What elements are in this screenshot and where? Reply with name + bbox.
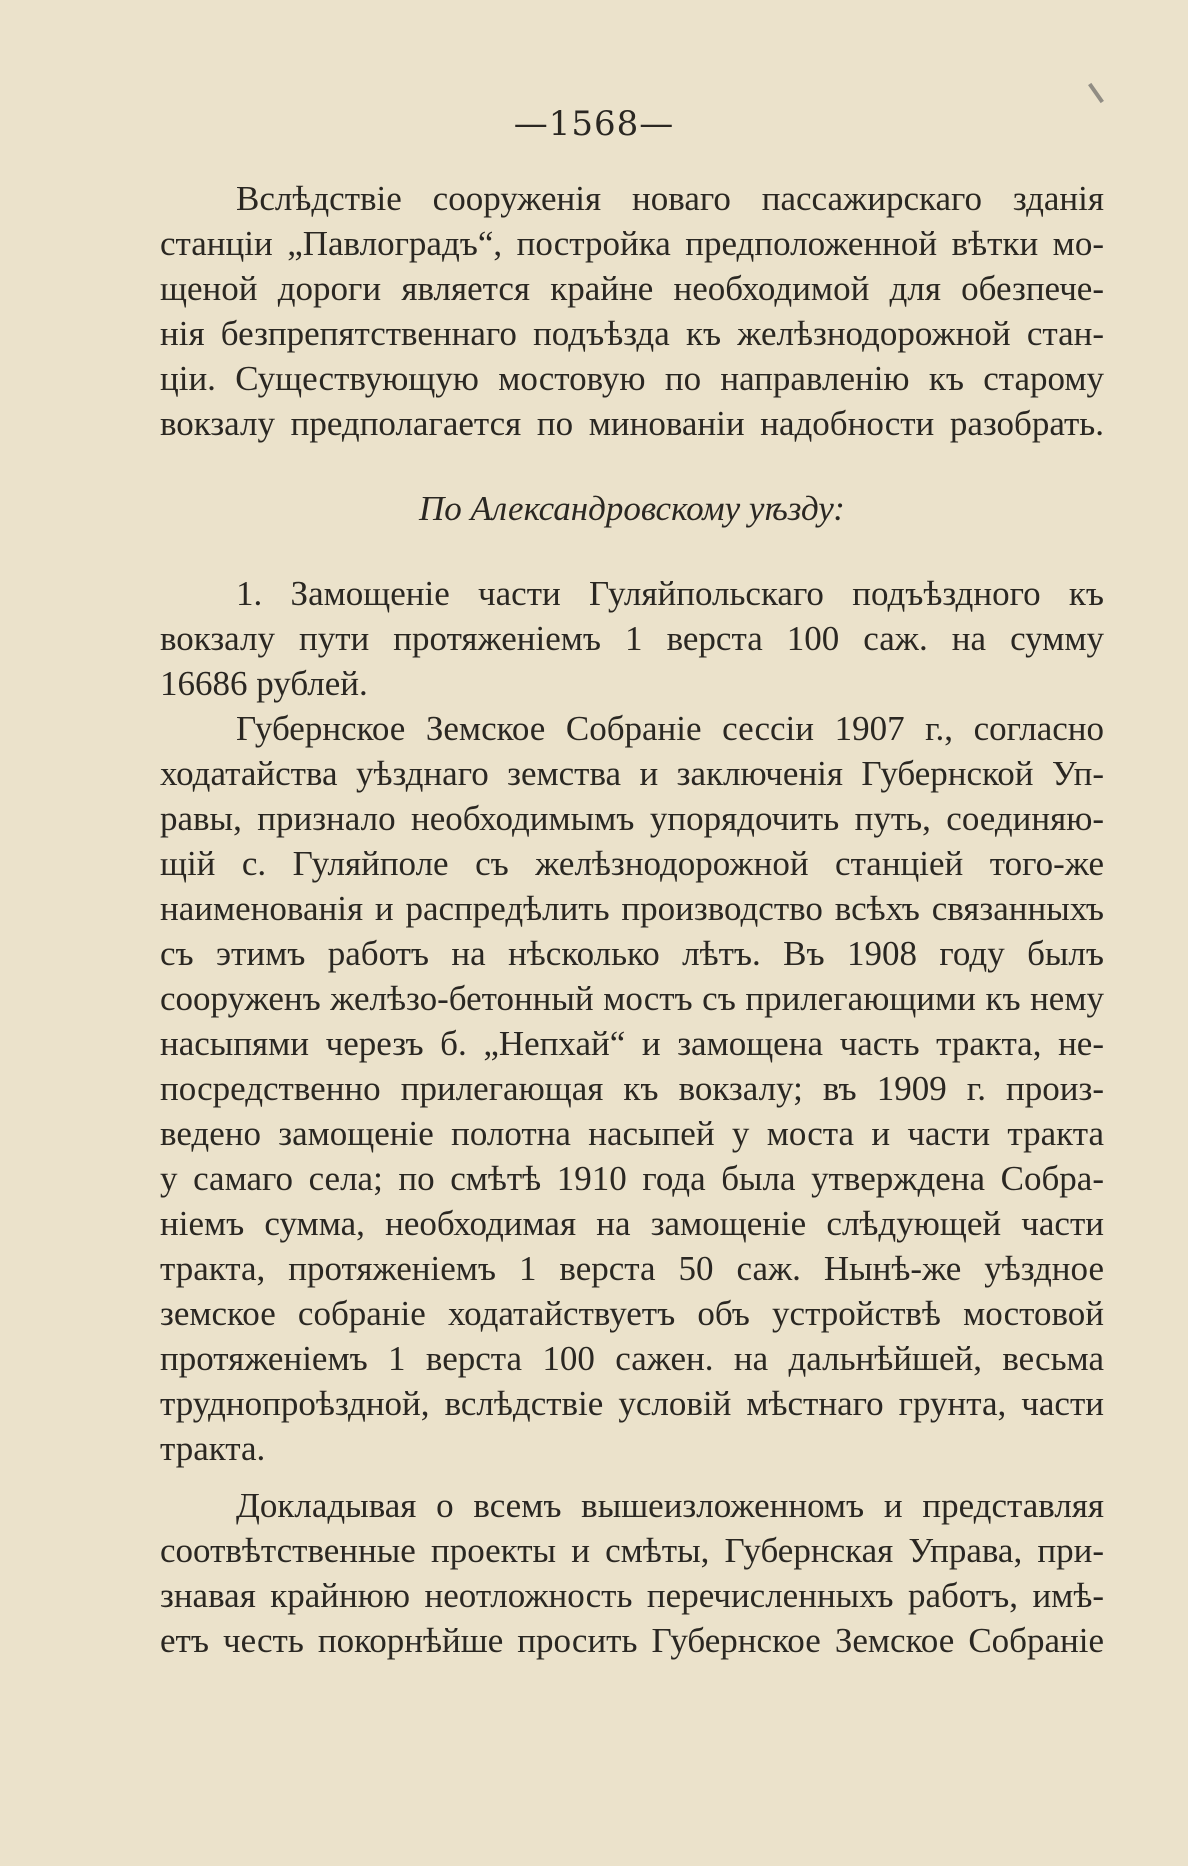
text-line: знавая крайнюю неотложность перечисленныхъ работъ, имѣ- <box>160 1576 1104 1615</box>
text-line: ходатайства уѣзднаго земства и заключенія Губернской Уп- <box>160 754 1104 793</box>
text-line: равы, признало необходимымъ упорядочить путь, соединяю- <box>160 799 1104 838</box>
text-line: вокзалу предполагается по минованіи надобности разобрать. <box>160 404 1104 443</box>
body-text <box>160 176 1104 1663</box>
text-line: съ этимъ работъ на нѣсколько лѣтъ. Въ 1908 году былъ <box>160 934 1104 973</box>
paragraph-1 <box>160 176 1104 446</box>
paragraph-gap <box>160 1471 1104 1483</box>
text-line: вокзалу пути протяженіемъ 1 верста 100 саж. на сумму <box>160 619 1104 658</box>
margin-mark <box>1088 83 1104 103</box>
text-line: у самаго села; по смѣтѣ 1910 года была утверждена Собра- <box>160 1159 1104 1198</box>
text-line: протяженіемъ 1 верста 100 сажен. на дальнѣйшей, весьма <box>160 1339 1104 1378</box>
text-line: посредственно прилегающая къ вокзалу; въ 1909 г. произ- <box>160 1069 1104 1108</box>
paragraph-2 <box>160 571 1104 706</box>
text-line: 1. Замощеніе части Гуляйпольскаго подъѣздного къ <box>236 574 1104 613</box>
text-line: соотвѣтственные проекты и смѣты, Губернская Управа, при- <box>160 1531 1104 1570</box>
text-line: ніемъ сумма, необходимая на замощеніе слѣдующей части <box>160 1204 1104 1243</box>
text-line: ціи. Существующую мостовую по направленію къ старому <box>160 359 1104 398</box>
text-line: 16686 рублей. <box>160 664 368 703</box>
text-line: Вслѣдствіе сооруженія новаго пассажирскаго зданія <box>236 179 1104 218</box>
section-heading: По Александровскому уѣзду: <box>419 489 845 528</box>
paragraph-4 <box>160 1483 1104 1663</box>
text-line: етъ честь покорнѣйше просить Губернское Земское Собраніе <box>160 1621 1104 1660</box>
text-line: ведено замощеніе полотна насыпей у моста и части тракта <box>160 1114 1104 1153</box>
text-line: тракта, протяженіемъ 1 верста 50 саж. Нынѣ-же уѣздное <box>160 1249 1104 1288</box>
page-number: —1568— <box>513 104 675 144</box>
text-line: насыпями черезъ б. „Непхай“ и замощена часть тракта, не- <box>160 1024 1104 1063</box>
paragraph-3 <box>160 706 1104 1471</box>
text-line: Докладывая о всемъ вышеизложенномъ и представляя <box>236 1486 1104 1525</box>
text-line: нія безпрепятственнаго подъѣзда къ желѣзнодорожной стан- <box>160 314 1104 353</box>
text-line: станціи „Павлоградъ“, постройка предположенной вѣтки мо- <box>160 224 1104 263</box>
text-line: тракта. <box>160 1429 266 1468</box>
text-line: Губернское Земское Собраніе сессіи 1907 г., согласно <box>236 709 1104 748</box>
text-line: щеной дороги является крайне необходимой для обезпече- <box>160 269 1104 308</box>
text-line: земское собраніе ходатайствуетъ объ устройствѣ мостовой <box>160 1294 1104 1333</box>
text-line: наименованія и распредѣлить производство всѣхъ связанныхъ <box>160 889 1104 928</box>
text-line: сооруженъ желѣзо-бетонный мостъ съ прилегающими къ нему <box>160 979 1104 1018</box>
text-line: щій с. Гуляйполе съ желѣзнодорожной станціей того-же <box>160 844 1104 883</box>
text-line: труднопроѣздной, вслѣдствіе условій мѣстнаго грунта, части <box>160 1384 1104 1423</box>
